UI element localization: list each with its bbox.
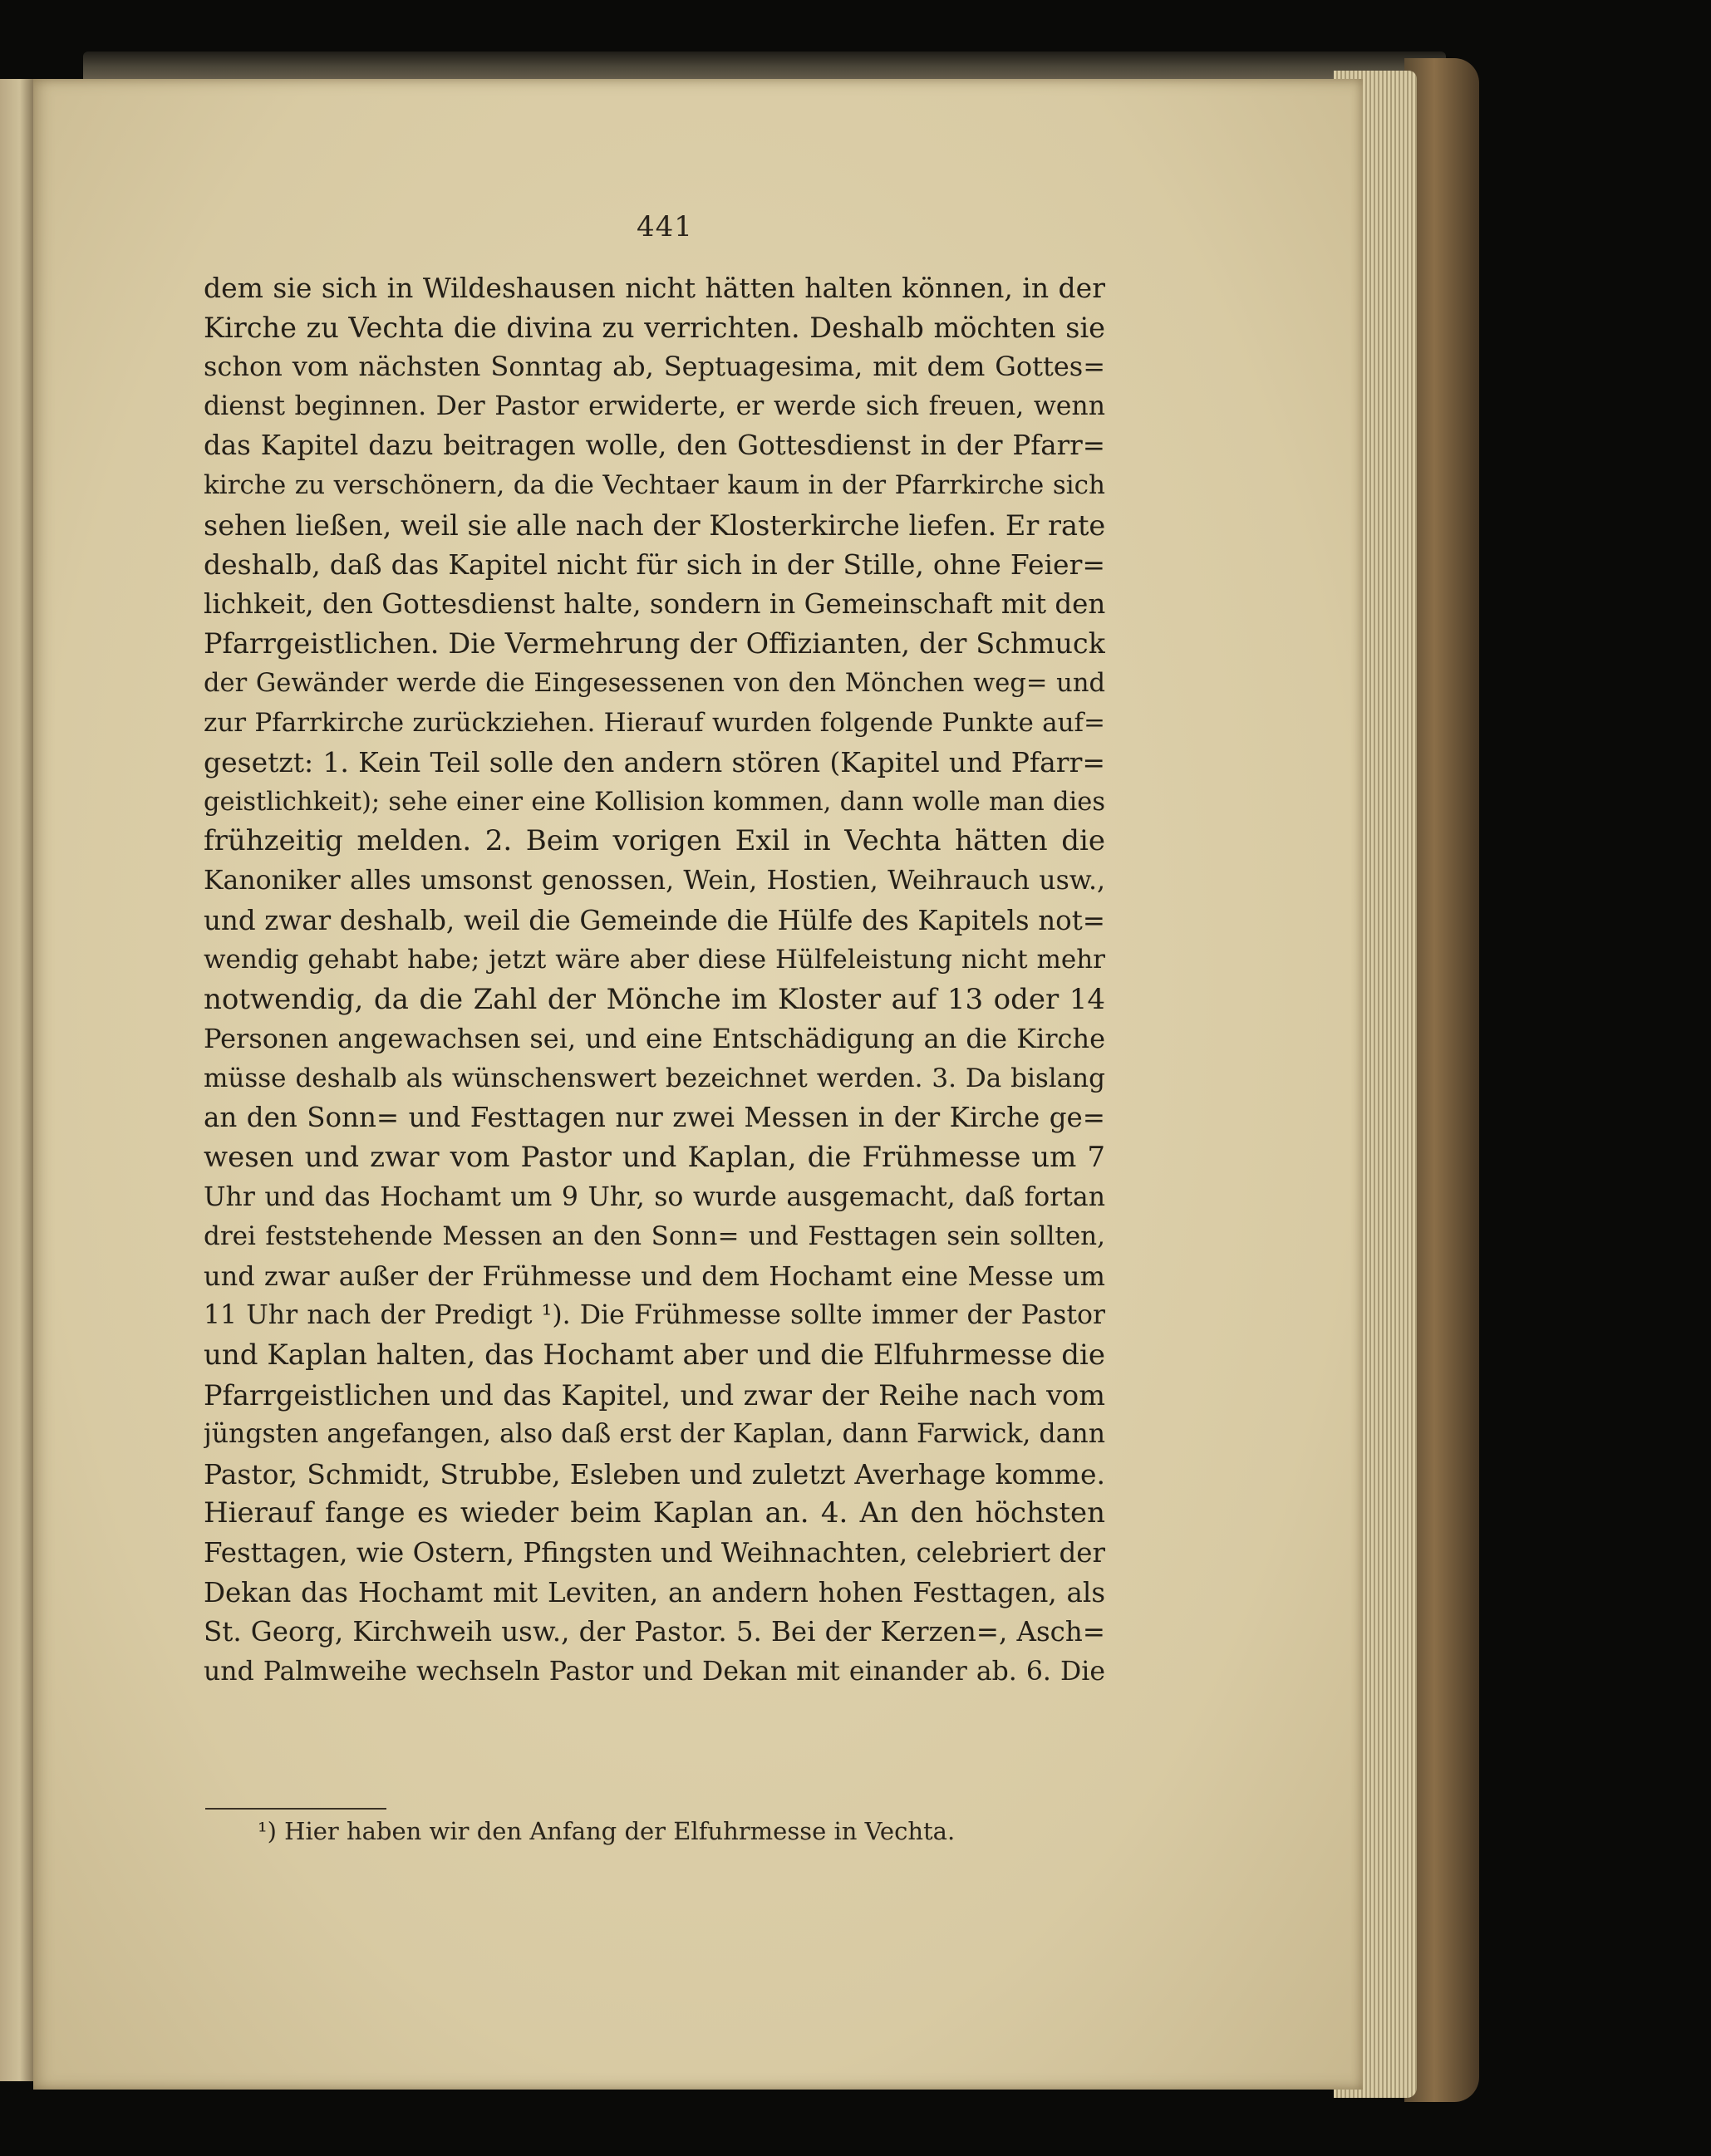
text-line: Personen angewachsen sei, und eine Entschädigung an die Kirche: [204, 1023, 1105, 1055]
text-line: dem sie sich in Wildeshausen nicht hätten halten können, in der: [204, 272, 1105, 304]
text-line: schon vom nächsten Sonntag ab, Septuagesima, mit dem Gottes=: [204, 351, 1105, 383]
text-line: deshalb, daß das Kapitel nicht für sich in der Stille, ohne Feier=: [204, 548, 1105, 582]
text-line: 11 Uhr nach der Predigt ¹). Die Frühmesse sollte immer der Pastor: [204, 1300, 1105, 1331]
text-line: und zwar außer der Frühmesse und dem Hochamt eine Messe um: [204, 1260, 1105, 1292]
text-line: Pfarrgeistlichen und das Kapitel, und zwar der Reihe nach vom: [204, 1378, 1105, 1412]
text-line: jüngsten angefangen, also daß erst der Kaplan, dann Farwick, dann: [204, 1419, 1105, 1450]
text-line: und Kaplan halten, das Hochamt aber und die Elfuhrmesse die: [204, 1338, 1105, 1373]
body-text: [204, 268, 1105, 1692]
text-line: Hierauf fange es wieder beim Kaplan an. 4. An den höchsten: [204, 1496, 1105, 1530]
text-line: Pfarrgeistlichen. Die Vermehrung der Offizianten, der Schmuck: [204, 627, 1105, 661]
text-line: der Gewänder werde die Eingesessenen von den Mönchen weg= und: [204, 668, 1105, 698]
text-line: gesetzt: 1. Kein Teil solle den andern stören (Kapitel und Pfarr=: [204, 746, 1105, 779]
text-line: notwendig, da die Zahl der Mönche im Kloster auf 13 oder 14: [204, 982, 1105, 1016]
text-line: Pastor, Schmidt, Strubbe, Esleben und zuletzt Averhage komme.: [204, 1457, 1105, 1491]
text-line: wendig gehabt habe; jetzt wäre aber diese Hülfeleistung nicht mehr: [204, 945, 1105, 975]
text-line: Festtagen, wie Ostern, Pfingsten und Weihnachten, celebriert der: [204, 1537, 1105, 1569]
text-line: dienst beginnen. Der Pastor erwiderte, er werde sich freuen, wenn: [204, 390, 1105, 421]
facing-page-edge: [0, 79, 33, 2081]
text-line: Dekan das Hochamt mit Leviten, an andern hohen Festtagen, als: [204, 1576, 1105, 1608]
text-line: Uhr und das Hochamt um 9 Uhr, so wurde ausgemacht, daß fortan: [204, 1181, 1105, 1212]
text-line: Kirche zu Vechta die divina zu verrichten. Deshalb möchten sie: [204, 311, 1105, 344]
text-line: Kanoniker alles umsonst genossen, Wein, Hostien, Weihrauch usw.,: [204, 865, 1105, 896]
page-number: 441: [637, 210, 693, 243]
text-line: wesen und zwar vom Pastor und Kaplan, die Frühmesse um 7: [204, 1141, 1105, 1175]
text-line: lichkeit, den Gottesdienst halte, sondern in Gemeinschaft mit den: [204, 587, 1105, 620]
text-line: an den Sonn= und Festtagen nur zwei Messen in der Kirche ge=: [204, 1102, 1105, 1134]
text-line: geistlichkeit); sehe einer eine Kollision kommen, dann wolle man dies: [204, 787, 1105, 817]
text-line: drei feststehende Messen an den Sonn= und Festtagen sein sollten,: [204, 1221, 1105, 1252]
text-line: kirche zu verschönern, da die Vechtaer kaum in der Pfarrkirche sich: [204, 469, 1105, 500]
text-line: zur Pfarrkirche zurückziehen. Hierauf wurden folgende Punkte auf=: [204, 707, 1105, 738]
text-line: müsse deshalb als wünschenswert bezeichnet werden. 3. Da bislang: [204, 1063, 1105, 1093]
text-line: St. Georg, Kirchweih usw., der Pastor. 5. Bei der Kerzen=, Asch=: [204, 1616, 1105, 1648]
text-line: und Palmweihe wechseln Pastor und Dekan mit einander ab. 6. Die: [204, 1656, 1105, 1687]
text-line: frühzeitig melden. 2. Beim vorigen Exil in Vechta hätten die: [204, 824, 1105, 858]
footnote-rule: [205, 1808, 386, 1810]
footnote: ¹) Hier haben wir den Anfang der Elfuhrmesse in Vechta.: [258, 1817, 956, 1845]
text-line: und zwar deshalb, weil die Gemeinde die Hülfe des Kapitels not=: [204, 904, 1105, 936]
text-line: das Kapitel dazu beitragen wolle, den Gottesdienst in der Pfarr=: [204, 430, 1105, 462]
page: [33, 79, 1363, 2090]
text-line: sehen ließen, weil sie alle nach der Klosterkirche liefen. Er rate: [204, 508, 1105, 542]
